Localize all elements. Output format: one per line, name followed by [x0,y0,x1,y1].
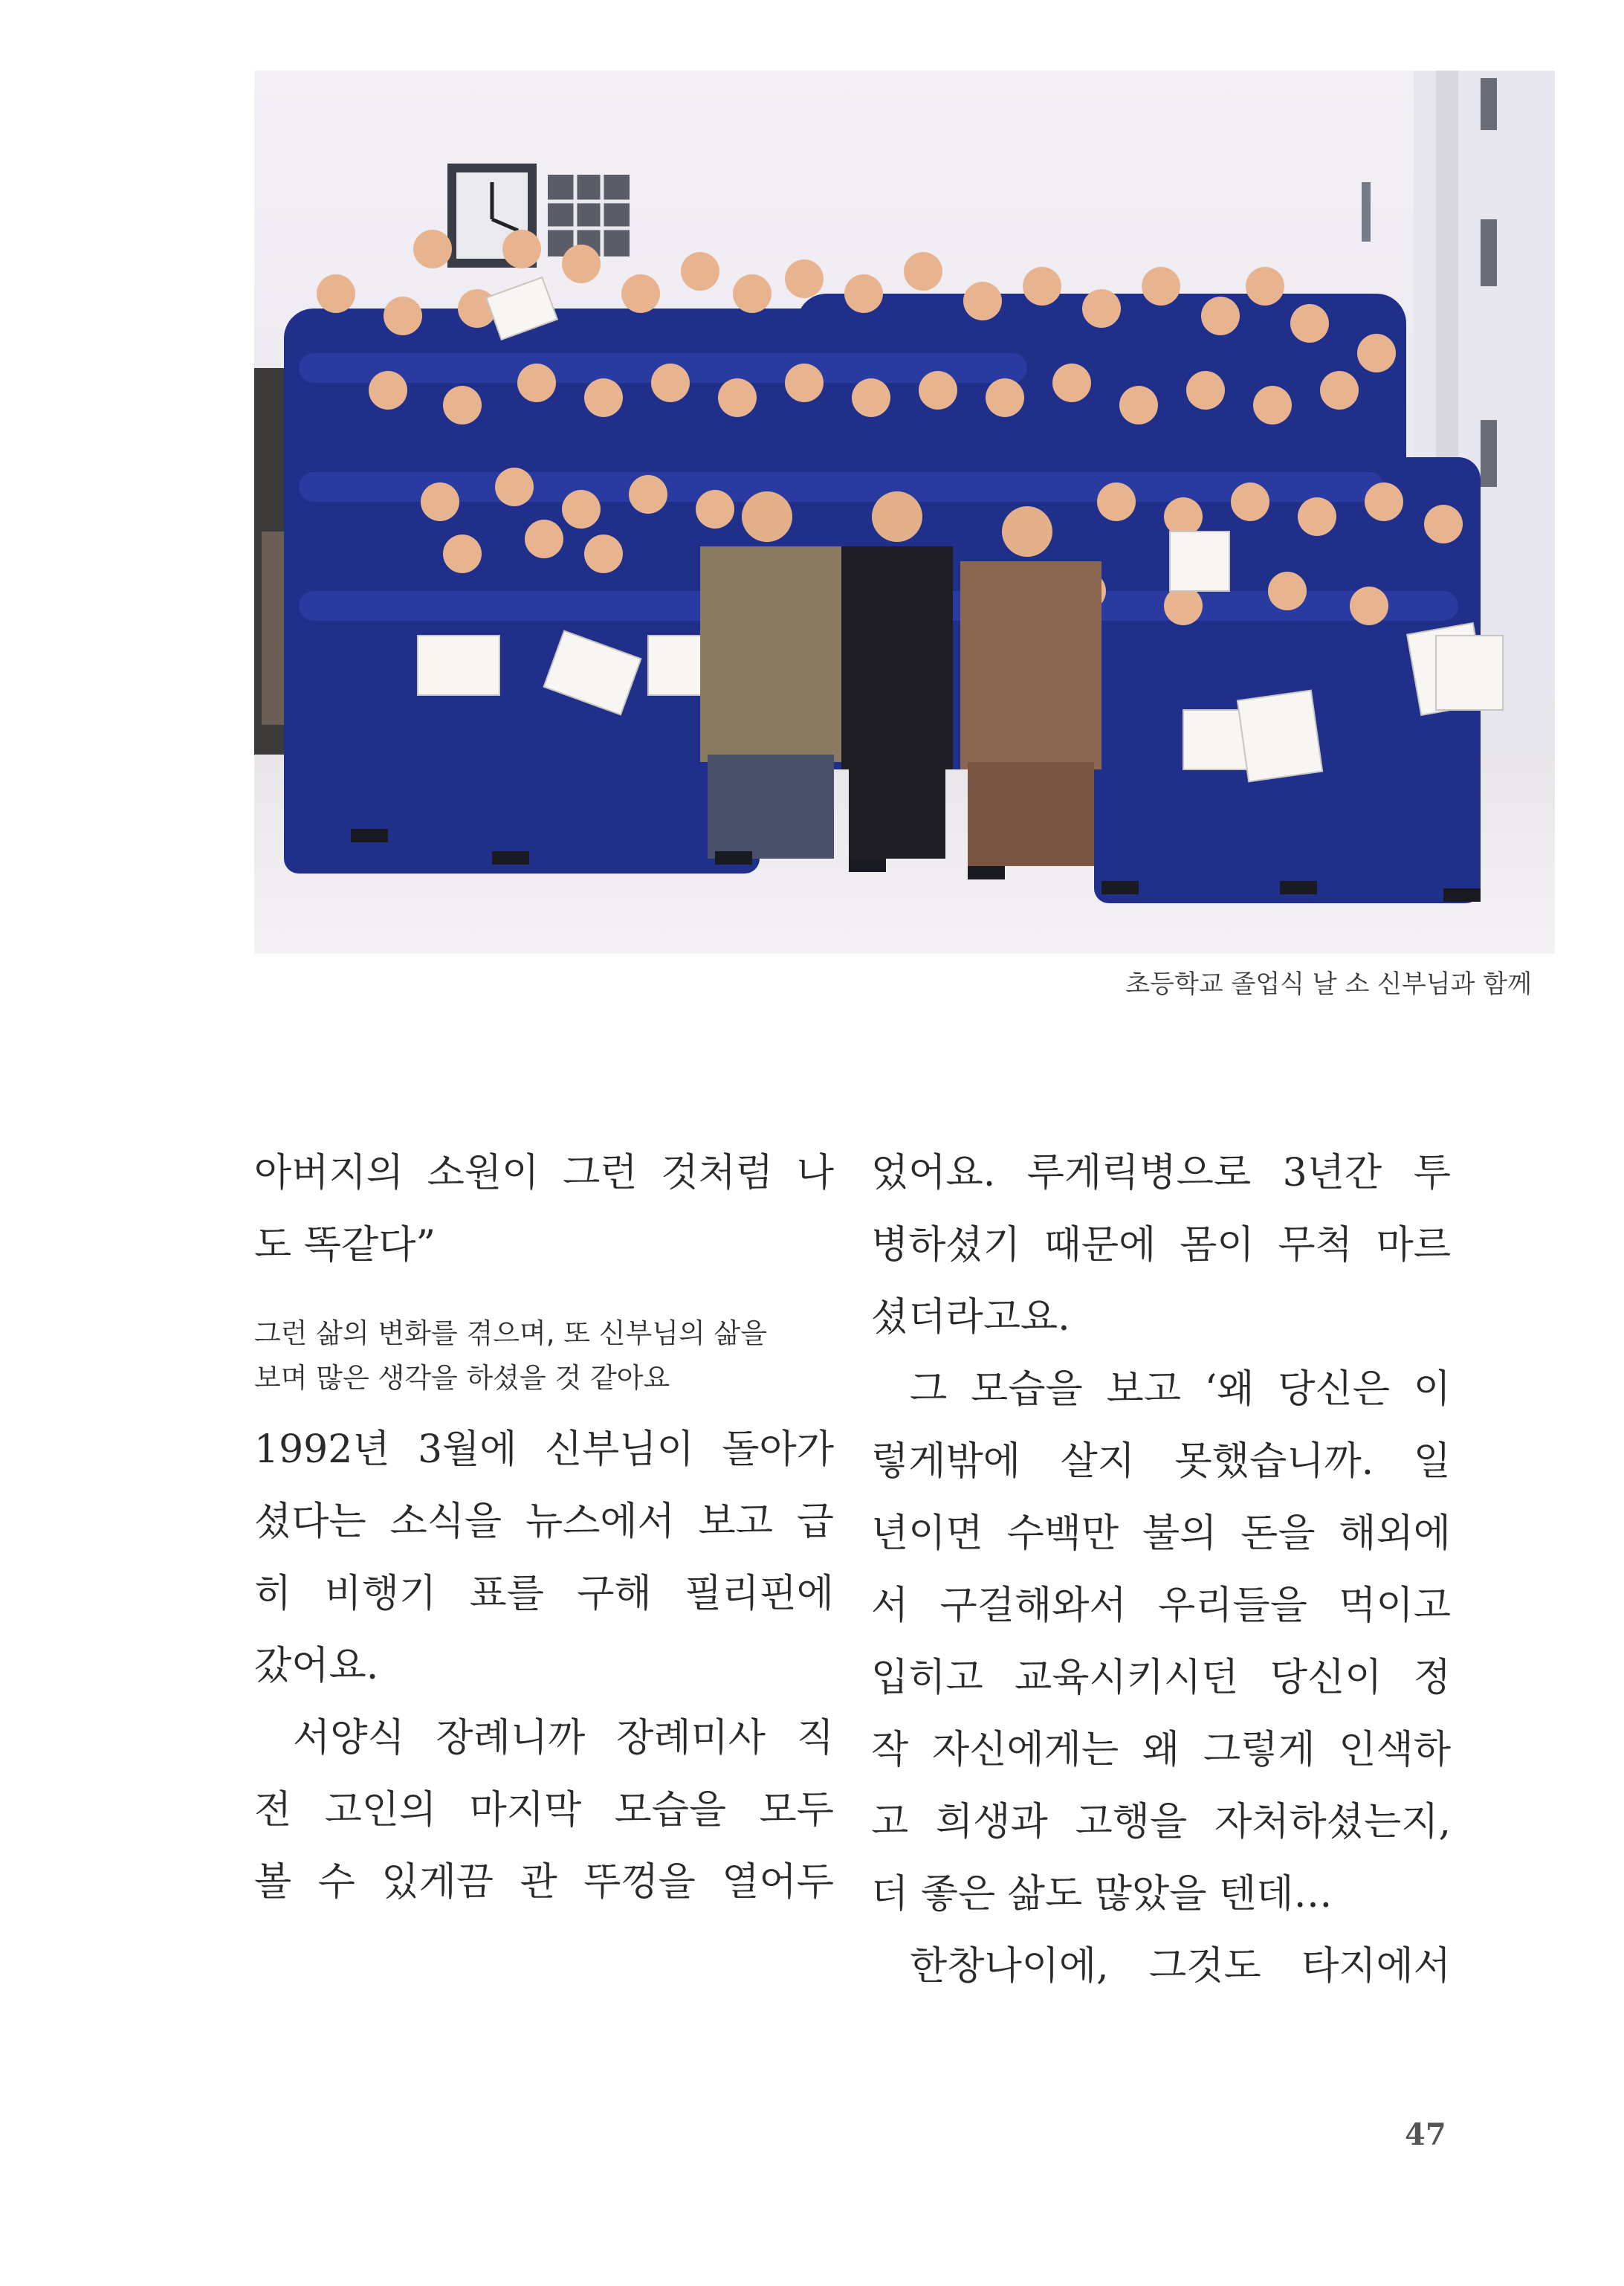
right-column [871,1137,1451,2003]
text-line: 병하셨기 때문에 몸이 무척 마르 [871,1223,1451,1268]
text-line: 도 똑같다” [254,1223,436,1268]
text-line: 서양식 장례니까 장례미사 직 [293,1716,834,1760]
text-line: 었어요. 루게릭병으로 3년간 투 [871,1151,1451,1195]
graduation-photo [254,71,1555,954]
text-line: 볼 수 있게끔 관 뚜껑을 열어두 [254,1860,834,1905]
left-paragraph-1 [254,1137,834,1282]
text-line: 입히고 교육시키시던 당신이 정 [871,1656,1451,1700]
question-line: 그런 삶의 변화를 겪으며, 또 신부님의 삶을 [254,1317,767,1349]
photo-caption: 초등학교 졸업식 날 소 신부님과 함께 [1125,969,1532,999]
text-line: 년이면 수백만 불의 돈을 해외에 [871,1511,1451,1556]
text-line: 셨더라고요. [871,1295,1070,1340]
text-line: 아버지의 소원이 그런 것처럼 나 [254,1151,834,1195]
left-paragraph-3 [254,1702,834,1919]
photo-illustration [254,71,1555,954]
text-line: 그 모습을 보고 ‘왜 당신은 이 [910,1367,1451,1412]
text-line: 작 자신에게는 왜 그렇게 인색하 [871,1728,1451,1772]
right-paragraph-2 [871,1354,1451,1931]
text-line: 서 구걸해와서 우리들을 먹이고 [871,1583,1451,1628]
text-line: 히 비행기 표를 구해 필리핀에 [254,1572,834,1616]
text-line: 한창나이에, 그것도 타지에서 [910,1944,1451,1989]
left-paragraph-2 [254,1414,834,1702]
interview-question [254,1311,834,1401]
text-line: 셨다는 소식을 뉴스에서 보고 급 [254,1499,834,1544]
text-line: 렇게밖에 살지 못했습니까. 일 [871,1439,1451,1484]
text-line: 더 좋은 삶도 많았을 텐데… [871,1872,1333,1917]
text-line: 1992년 3월에 신부님이 돌아가 [254,1427,834,1472]
question-line: 보며 많은 생각을 하셨을 것 같아요 [254,1362,670,1394]
left-column [254,1137,834,1919]
right-paragraph-1 [871,1137,1451,1354]
right-paragraph-3 [871,1931,1451,2003]
text-line: 갔어요. [254,1644,379,1688]
page-number: 47 [1405,2117,1446,2152]
text-line: 고 희생과 고행을 자처하셨는지, [871,1800,1451,1844]
text-line: 전 고인의 마지막 모습을 모두 [254,1788,834,1833]
